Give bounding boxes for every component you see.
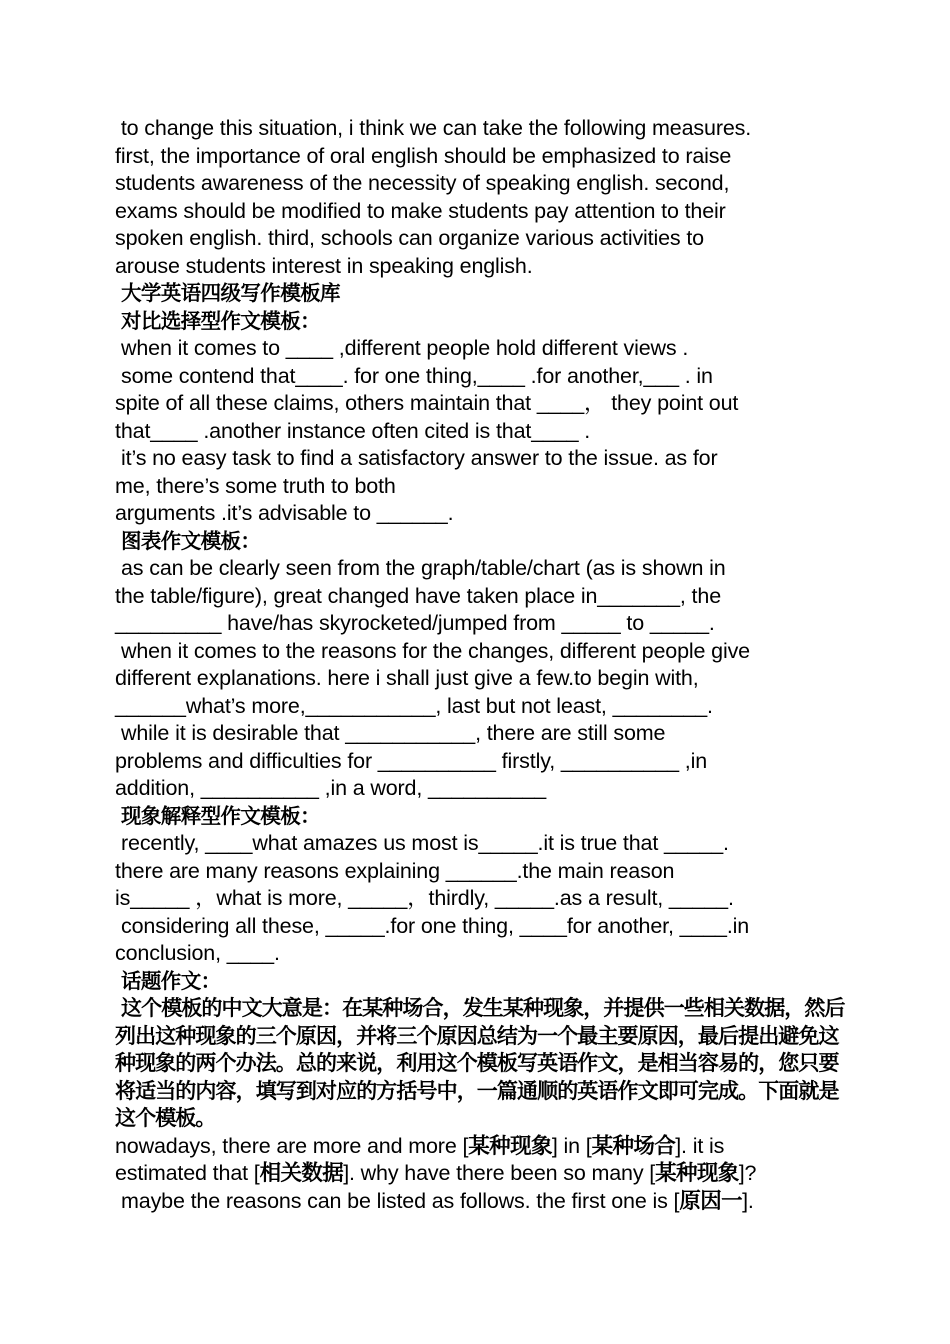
placeholder-occasion: 某种场合 [591, 1133, 676, 1159]
topic-intro-paragraph: 这个模板的中文大意是：在某种场合，发生某种现象，并提供一些相关数据，然后列出这种现象的三个原因，并将三个原因总结为一个最主要原因，最后提出避免这种现象的两个办法。总的来说，利用这个模板写英语作文，是相当容易的，您只要将适当的内容，填写到对应的方括号中，一篇通顺的英语作文即可完成。下面就是这个模板。 [115, 996, 845, 1130]
text-line: is_____ ，what is more, _____，thirdly, _____.as a result, _____. [115, 886, 734, 910]
heading-chart-template: 图表作文模板： [121, 528, 261, 553]
text-line: the table/figure), great changed have taken place in_______, the [115, 583, 721, 608]
text-line: there are many reasons explaining ______.the main reason [115, 858, 675, 883]
text-run: ]? [738, 1161, 757, 1185]
text-line: arouse students interest in speaking english. [115, 253, 533, 278]
text-run: ] in [ [551, 1133, 592, 1158]
text-line: students awareness of the necessity of speaking english. second, [115, 171, 730, 195]
text-line: when it comes to ____ ,different people hold different views . [121, 336, 689, 360]
text-line: while it is desirable that ___________, there are still some [121, 721, 666, 745]
template-sentence-2 [115, 1160, 845, 1188]
text-line: arguments .it’s advisable to ______. [115, 501, 454, 525]
text-line: addition, __________ ,in a word, __________ [115, 776, 547, 800]
text-line: different explanations. here i shall just give a few.to begin with, [115, 666, 699, 690]
measures-paragraph [115, 115, 845, 280]
text-line: that____ .another instance often cited is that____ . [115, 418, 591, 443]
template-sentence-1 [115, 1133, 845, 1161]
template-sentence-3 [115, 1188, 845, 1216]
placeholder-phenomenon: 某种现象 [655, 1161, 739, 1186]
text-run: ]. [742, 1188, 754, 1213]
text-line: spoken english. third, schools can organize various activities to [115, 226, 704, 250]
text-line: to change this situation, i think we can take the following measures. [115, 116, 752, 140]
phenomenon-template [115, 830, 845, 968]
text-line: when it comes to the reasons for the changes, different people give [121, 638, 750, 663]
text-line: recently, ____what amazes us most is_____.it is true that _____. [121, 831, 729, 855]
placeholder-phenomenon: 某种现象 [468, 1133, 552, 1159]
text-line: me, there’s some truth to both [115, 473, 396, 498]
text-run: ]. it is [675, 1133, 725, 1158]
text-run: maybe the reasons can be listed as follows. the first one is [ [121, 1188, 680, 1213]
heading-topic-essay: 话题作文： [121, 968, 221, 993]
text-run: nowadays, there are more and more [ [115, 1133, 469, 1158]
chart-template [115, 555, 845, 803]
document-page [115, 115, 845, 1215]
text-line: considering all these, _____.for one thing, ____for another, ____.in [121, 913, 750, 938]
text-run: ]. why have there been so many [ [343, 1161, 656, 1185]
text-line: first, the importance of oral english should be emphasized to raise [115, 143, 732, 168]
text-line: ______what’s more,___________, last but not least, ________. [115, 693, 713, 718]
text-line: _________ have/has skyrocketed/jumped from _____ to _____. [115, 611, 715, 635]
text-line: some contend that____. for one thing,____ .for another,___ . in [121, 363, 713, 388]
placeholder-data: 相关数据 [259, 1161, 344, 1186]
placeholder-reason-one: 原因一 [679, 1188, 743, 1214]
text-run: estimated that [ [115, 1161, 260, 1185]
contrast-template [115, 335, 845, 528]
text-line: spite of all these claims, others maintain that ____， they point out [115, 391, 739, 415]
text-line: as can be clearly seen from the graph/table/chart (as is shown in [121, 556, 726, 580]
text-line: exams should be modified to make students pay attention to their [115, 198, 726, 223]
heading-template-library: 大学英语四级写作模板库 [121, 281, 340, 305]
heading-contrast-template: 对比选择型作文模板： [121, 308, 320, 333]
text-line: conclusion, ____. [115, 941, 280, 965]
text-line: it’s no easy task to find a satisfactory answer to the issue. as for [121, 446, 718, 470]
heading-phenomenon-template: 现象解释型作文模板： [121, 803, 320, 828]
text-line: problems and difficulties for __________ firstly, __________ ,in [115, 748, 708, 773]
